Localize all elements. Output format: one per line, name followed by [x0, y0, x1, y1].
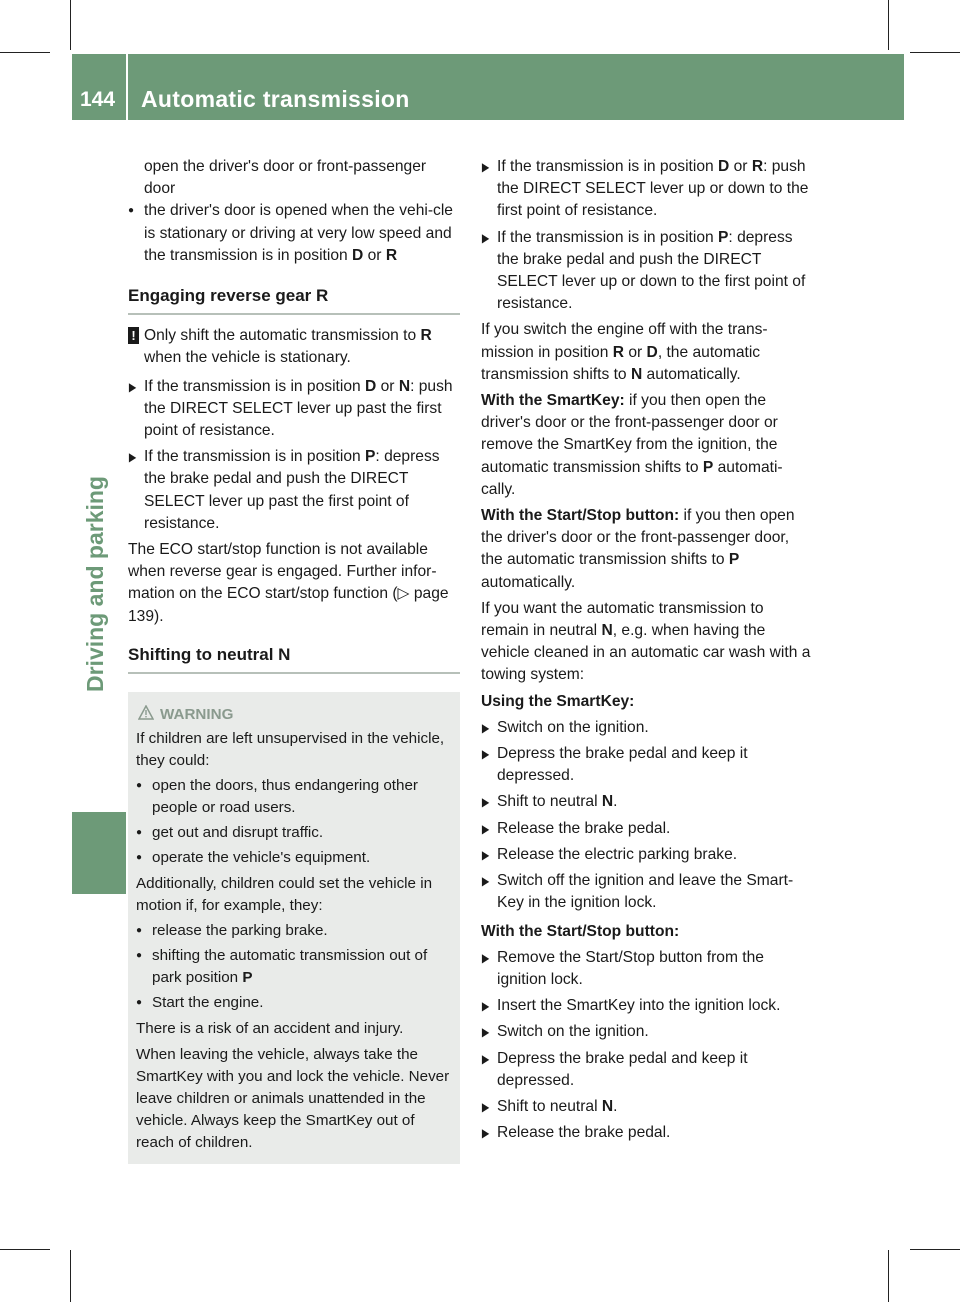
- warning-title: WARNING: [136, 704, 454, 726]
- continued-text: open the driver's door or front-passenger door: [144, 158, 427, 198]
- warning-intro: If children are left unsupervised in the vehicle, they could:: [136, 730, 445, 770]
- step-item: ▶ Switch on the ignition.: [481, 717, 813, 739]
- section-heading-neutral: Shifting to neutral N: [128, 644, 460, 674]
- step-item: ▶ Insert the SmartKey into the ignition lock.: [481, 995, 813, 1017]
- step-item: ▶ Depress the brake pedal and keep it depressed.: [481, 1048, 813, 1092]
- crop-mark: [888, 1250, 889, 1302]
- list-item: ● release the parking brake.: [136, 920, 454, 942]
- step-item: ▶ Remove the Start/Stop button from the ignition lock.: [481, 947, 813, 991]
- chapter-tab-marker: [72, 812, 126, 894]
- paragraph: If you switch the engine off with the trans-mission in position R or D, the automatic transmission shifts to N automatically.: [481, 321, 768, 383]
- list-item: ● operate the vehicle's equipment.: [136, 847, 454, 869]
- section-heading-reverse: Engaging reverse gear R: [128, 285, 460, 315]
- list-item: ● open the doors, thus endangering other people or road users.: [136, 775, 454, 819]
- paragraph: With the SmartKey: if you then open the driver's door or the front-passenger door or remove the SmartKey from the ignition, the automatic transmission shifts to P automati-cally.: [481, 392, 783, 498]
- left-column: [128, 152, 460, 1164]
- crop-mark: [888, 0, 889, 50]
- caution-note: ! Only shift the automatic transmission to R when the vehicle is stationary.: [128, 325, 460, 369]
- step-item: ▶ Shift to neutral N.: [481, 791, 813, 813]
- step-item: ▶ Switch off the ignition and leave the Smart-Key in the ignition lock.: [481, 870, 813, 914]
- warning-leaving: When leaving the vehicle, always take the SmartKey with you and lock the vehicle. Never leave children or animals unattended in the vehicle. Always keep the SmartKey out of reach of children.: [136, 1046, 450, 1152]
- paragraph: If you want the automatic transmission to remain in neutral N, e.g. when having the vehicle cleaned in an automatic car wash with a towing system:: [481, 599, 811, 684]
- step-item: ▶ Release the brake pedal.: [481, 1122, 813, 1144]
- step-item: ▶ Depress the brake pedal and keep it depressed.: [481, 743, 813, 787]
- paragraph: With the Start/Stop button: if you then open the driver's door or the front-passenger door, the automatic transmission shifts to P automatically.: [481, 507, 795, 591]
- step-item: ▶ Release the electric parking brake.: [481, 844, 813, 866]
- list-item: ● the driver's door is opened when the vehi-cle is stationary or driving at very low speed and the transmission is in position D or R: [128, 200, 460, 267]
- header-separator: [126, 54, 128, 120]
- crop-mark: [70, 0, 71, 50]
- crop-mark: [910, 52, 960, 53]
- eco-note: The ECO start/stop function is not available when reverse gear is engaged. Further infor-mation on the ECO start/stop function (▷ page 139).: [128, 541, 449, 625]
- list-item: ● Start the engine.: [136, 992, 454, 1014]
- step-item: ▶ If the transmission is in position P: depress the brake pedal and push the DIRECT SELECT lever up past the first point of resistance.: [128, 446, 460, 535]
- step-item: ▶ If the transmission is in position P: depress the brake pedal and push the DIRECT SELECT lever up or down to the first point of resistance.: [481, 227, 813, 316]
- warning-box: [128, 692, 460, 1164]
- page-number: 144: [80, 88, 116, 111]
- right-column: [481, 152, 813, 1144]
- caution-icon: !: [128, 327, 139, 344]
- step-item: ▶ If the transmission is in position D or R: push the DIRECT SELECT lever up or down to the first point of resistance.: [481, 156, 813, 223]
- warning-risk: There is a risk of an accident and injury.: [136, 1020, 404, 1038]
- chapter-tab-label: Driving and parking: [82, 476, 108, 692]
- subheading-smartkey: Using the SmartKey:: [481, 692, 635, 710]
- step-item: ▶ If the transmission is in position D or N: push the DIRECT SELECT lever up past the first point of resistance.: [128, 376, 460, 443]
- warning-triangle-icon: [138, 705, 154, 727]
- list-item: ● get out and disrupt traffic.: [136, 822, 454, 844]
- step-item: ▶ Switch on the ignition.: [481, 1021, 813, 1043]
- subheading-start-stop: With the Start/Stop button:: [481, 922, 680, 940]
- crop-mark: [0, 52, 50, 53]
- crop-mark: [70, 1250, 71, 1302]
- page-title: Automatic transmission: [141, 86, 410, 112]
- warning-additional: Additionally, children could set the vehicle in motion if, for example, they:: [136, 875, 433, 915]
- step-item: ▶ Shift to neutral N.: [481, 1096, 813, 1118]
- crop-mark: [910, 1249, 960, 1250]
- list-item: ● shifting the automatic transmission out of park position P: [136, 945, 454, 989]
- crop-mark: [0, 1249, 50, 1250]
- step-item: ▶ Release the brake pedal.: [481, 818, 813, 840]
